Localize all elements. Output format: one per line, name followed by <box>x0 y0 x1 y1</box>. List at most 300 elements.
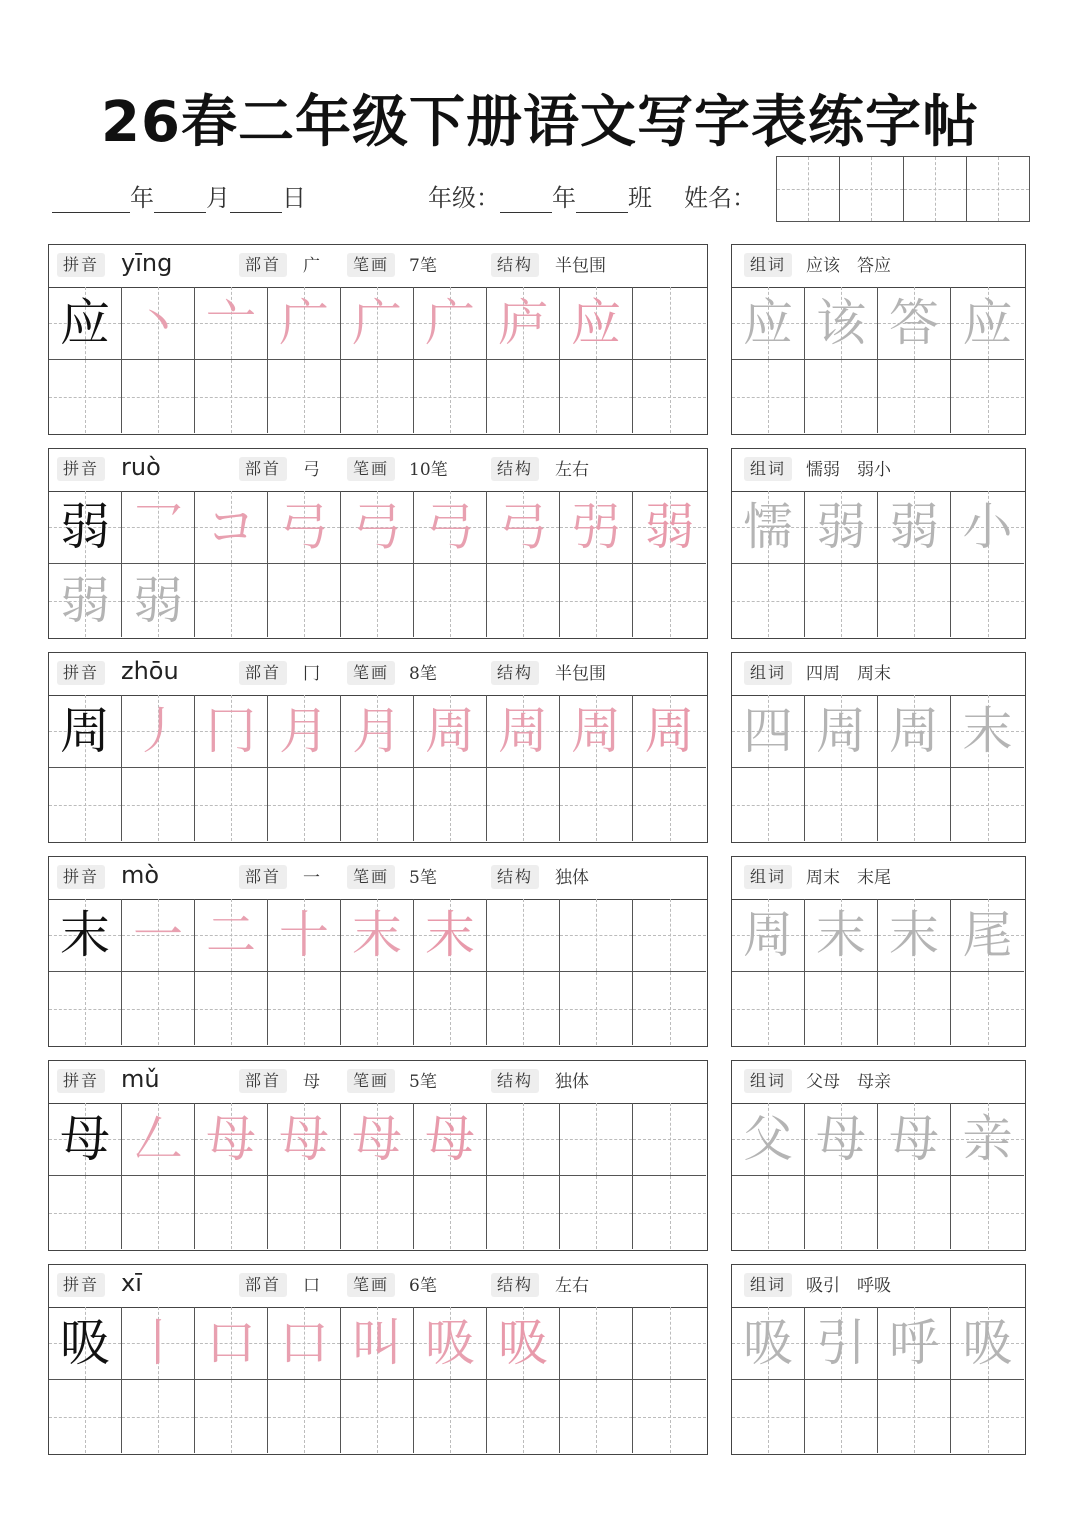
word-cell[interactable] <box>951 1380 1024 1453</box>
structure-value: 半包围 <box>555 256 606 276</box>
practice-cell[interactable] <box>341 491 414 564</box>
practice-cell[interactable] <box>195 695 268 768</box>
word-cell[interactable] <box>878 1103 951 1176</box>
words-value: 父母 母亲 <box>806 1072 891 1092</box>
cell-char: 二 <box>206 906 256 964</box>
char-grid <box>49 1307 706 1453</box>
word-cell[interactable] <box>878 360 951 433</box>
structure-tag: 结构 <box>491 457 539 481</box>
practice-cell[interactable] <box>560 899 633 972</box>
practice-cell[interactable] <box>122 1380 195 1453</box>
practice-cell[interactable] <box>49 899 122 972</box>
practice-cell[interactable] <box>122 695 195 768</box>
pinyin-tag: 拼音 <box>57 253 105 277</box>
practice-cell[interactable] <box>414 1176 487 1249</box>
word-cell[interactable] <box>878 1380 951 1453</box>
strokes-value: 6笔 <box>409 1276 437 1296</box>
practice-cell[interactable] <box>195 1380 268 1453</box>
words-tag: 组词 <box>744 661 792 685</box>
practice-cell[interactable] <box>268 491 341 564</box>
practice-cell[interactable] <box>268 360 341 433</box>
cell-char: 𠃋 <box>133 1110 183 1168</box>
structure-tag: 结构 <box>491 1069 539 1093</box>
practice-cell[interactable] <box>341 768 414 841</box>
word-panel-1 <box>731 448 1026 639</box>
practice-cell[interactable] <box>268 564 341 637</box>
cell-char: 末 <box>816 906 866 964</box>
pinyin-tag: 拼音 <box>57 661 105 685</box>
grade-label: 年级： <box>428 184 500 212</box>
practice-cell[interactable] <box>560 695 633 768</box>
word-cell[interactable] <box>732 768 805 841</box>
radical-value: 口 <box>303 1276 320 1296</box>
pinyin-value: yīng <box>121 249 173 277</box>
practice-cell[interactable] <box>122 899 195 972</box>
word-cell[interactable] <box>951 491 1024 564</box>
cell-char: 广 <box>425 294 475 352</box>
practice-cell[interactable] <box>268 768 341 841</box>
practice-cell[interactable] <box>49 491 122 564</box>
practice-cell[interactable] <box>560 287 633 360</box>
practice-cell[interactable] <box>633 899 706 972</box>
name-box-cell[interactable] <box>777 157 840 221</box>
practice-cell[interactable] <box>122 360 195 433</box>
practice-cell[interactable] <box>633 287 706 360</box>
month-label: 月 <box>206 184 230 212</box>
practice-cell[interactable] <box>341 972 414 1045</box>
practice-cell[interactable] <box>341 899 414 972</box>
word-cell[interactable] <box>805 972 878 1045</box>
day-blank[interactable] <box>230 186 282 213</box>
words-value: 吸引 呼吸 <box>806 1276 891 1296</box>
practice-cell[interactable] <box>414 287 487 360</box>
practice-cell[interactable] <box>633 972 706 1045</box>
word-cell[interactable] <box>732 1103 805 1176</box>
structure-value: 左右 <box>555 1276 589 1296</box>
strokes-value: 8笔 <box>409 664 437 684</box>
word-grid <box>732 287 1024 433</box>
cell-char: 吸 <box>498 1314 548 1372</box>
cell-char: 尾 <box>962 906 1013 964</box>
char-header <box>49 857 707 900</box>
practice-cell[interactable] <box>487 1380 560 1453</box>
cell-char: 周 <box>60 702 110 760</box>
strokes-value: 5笔 <box>409 868 437 888</box>
word-header <box>732 1265 1025 1308</box>
word-header <box>732 245 1025 288</box>
practice-cell[interactable] <box>414 564 487 637</box>
cell-char: 吸 <box>60 1314 110 1372</box>
practice-cell[interactable] <box>487 564 560 637</box>
words-value: 应该 答应 <box>806 256 891 276</box>
practice-cell[interactable] <box>49 287 122 360</box>
practice-cell[interactable] <box>633 1176 706 1249</box>
grade-year-blank[interactable] <box>500 186 552 213</box>
cell-char: 该 <box>816 294 866 352</box>
practice-cell[interactable] <box>195 972 268 1045</box>
word-cell[interactable] <box>951 1103 1024 1176</box>
practice-cell[interactable] <box>487 695 560 768</box>
cell-char: 弜 <box>571 498 621 556</box>
practice-cell[interactable] <box>560 564 633 637</box>
practice-cell[interactable] <box>633 1103 706 1176</box>
strokes-tag: 笔画 <box>347 1069 395 1093</box>
practice-cell[interactable] <box>268 695 341 768</box>
practice-cell[interactable] <box>414 360 487 433</box>
cell-char: 父 <box>743 1110 793 1168</box>
pinyin-value: mò <box>121 861 160 889</box>
cell-char: 丶 <box>133 294 183 352</box>
practice-cell[interactable] <box>341 1307 414 1380</box>
word-cell[interactable] <box>805 564 878 637</box>
word-cell[interactable] <box>805 287 878 360</box>
strokes-tag: 笔画 <box>347 253 395 277</box>
practice-cell[interactable] <box>49 1380 122 1453</box>
cell-char: 口 <box>279 1314 329 1372</box>
cell-char: 弱 <box>644 498 695 556</box>
word-cell[interactable] <box>805 1176 878 1249</box>
word-cell[interactable] <box>878 287 951 360</box>
practice-cell[interactable] <box>122 1307 195 1380</box>
words-tag: 组词 <box>744 457 792 481</box>
practice-cell[interactable] <box>268 1176 341 1249</box>
practice-cell[interactable] <box>487 972 560 1045</box>
practice-cell[interactable] <box>560 1307 633 1380</box>
practice-cell[interactable] <box>633 491 706 564</box>
month-blank[interactable] <box>154 186 206 213</box>
word-cell[interactable] <box>732 1176 805 1249</box>
pinyin-value: zhōu <box>121 657 179 685</box>
structure-tag: 结构 <box>491 661 539 685</box>
practice-cell[interactable] <box>341 695 414 768</box>
name-box-cell[interactable] <box>840 157 903 221</box>
cell-char: 周 <box>571 702 621 760</box>
radical-tag: 部首 <box>239 865 287 889</box>
char-header <box>49 1061 707 1104</box>
cell-char: コ <box>206 498 256 556</box>
practice-cell[interactable] <box>49 1103 122 1176</box>
word-cell[interactable] <box>951 287 1024 360</box>
cell-char: 吸 <box>962 1314 1013 1372</box>
word-cell[interactable] <box>805 1380 878 1453</box>
practice-cell[interactable] <box>560 1103 633 1176</box>
name-box-cell[interactable] <box>967 157 1029 221</box>
word-grid <box>732 695 1024 841</box>
word-cell[interactable] <box>805 899 878 972</box>
cell-char: 周 <box>743 906 793 964</box>
word-cell[interactable] <box>878 1307 951 1380</box>
cell-char: 弱 <box>889 498 939 556</box>
cell-char: 懦 <box>743 498 793 556</box>
word-cell[interactable] <box>732 360 805 433</box>
cell-char: 末 <box>352 906 402 964</box>
practice-cell[interactable] <box>414 899 487 972</box>
cell-char: 广 <box>279 294 329 352</box>
class-blank[interactable] <box>576 186 628 213</box>
practice-cell[interactable] <box>487 1176 560 1249</box>
practice-cell[interactable] <box>560 972 633 1045</box>
word-cell[interactable] <box>805 1307 878 1380</box>
practice-cell[interactable] <box>49 695 122 768</box>
name-box-cell[interactable] <box>904 157 967 221</box>
practice-cell[interactable] <box>414 972 487 1045</box>
cell-char: 母 <box>425 1110 475 1168</box>
strokes-value: 10笔 <box>409 460 448 480</box>
pinyin-tag: 拼音 <box>57 865 105 889</box>
structure-tag: 结构 <box>491 1273 539 1297</box>
page-title: 26春二年级下册语文写字表练字帖 <box>101 90 979 155</box>
word-grid <box>732 491 1024 637</box>
word-cell[interactable] <box>951 695 1024 768</box>
strokes-tag: 笔画 <box>347 865 395 889</box>
word-cell[interactable] <box>951 768 1024 841</box>
word-cell[interactable] <box>878 491 951 564</box>
practice-cell[interactable] <box>195 768 268 841</box>
radical-value: 冂 <box>303 664 320 684</box>
words-value: 四周 周末 <box>806 664 891 684</box>
practice-cell[interactable] <box>487 899 560 972</box>
word-cell[interactable] <box>732 972 805 1045</box>
cell-char: 答 <box>889 294 939 352</box>
practice-cell[interactable] <box>195 564 268 637</box>
pinyin-value: xī <box>121 1269 142 1297</box>
cell-char: 末 <box>889 906 939 964</box>
date-line <box>52 178 306 213</box>
cell-char: 月 <box>279 702 329 760</box>
radical-tag: 部首 <box>239 1273 287 1297</box>
practice-cell[interactable] <box>341 1176 414 1249</box>
practice-cell[interactable] <box>487 768 560 841</box>
structure-value: 独体 <box>555 1072 589 1092</box>
word-cell[interactable] <box>951 972 1024 1045</box>
practice-cell[interactable] <box>49 972 122 1045</box>
char-grid <box>49 899 706 1045</box>
word-cell[interactable] <box>805 695 878 768</box>
cell-char: 吸 <box>425 1314 475 1372</box>
practice-cell[interactable] <box>487 1103 560 1176</box>
practice-cell[interactable] <box>560 1176 633 1249</box>
practice-cell[interactable] <box>122 564 195 637</box>
practice-cell[interactable] <box>49 1176 122 1249</box>
practice-cell[interactable] <box>122 1103 195 1176</box>
practice-cell[interactable] <box>487 1307 560 1380</box>
practice-cell[interactable] <box>560 1380 633 1453</box>
words-value: 懦弱 弱小 <box>806 460 891 480</box>
practice-cell[interactable] <box>268 1103 341 1176</box>
word-cell[interactable] <box>878 972 951 1045</box>
practice-cell[interactable] <box>122 768 195 841</box>
word-grid <box>732 899 1024 1045</box>
practice-cell[interactable] <box>341 1380 414 1453</box>
cell-char: 亲 <box>962 1110 1013 1168</box>
radical-value: 一 <box>303 868 320 888</box>
practice-cell[interactable] <box>341 360 414 433</box>
word-grid <box>732 1103 1024 1249</box>
cell-char: 末 <box>60 906 110 964</box>
radical-tag: 部首 <box>239 661 287 685</box>
practice-cell[interactable] <box>341 1103 414 1176</box>
strokes-tag: 笔画 <box>347 1273 395 1297</box>
practice-cell[interactable] <box>268 1307 341 1380</box>
word-cell[interactable] <box>878 768 951 841</box>
cell-char: 母 <box>889 1110 939 1168</box>
char-panel-1 <box>48 448 708 639</box>
char-panel-0 <box>48 244 708 435</box>
practice-cell[interactable] <box>268 1380 341 1453</box>
pinyin-tag: 拼音 <box>57 457 105 481</box>
year-blank[interactable] <box>52 186 130 213</box>
practice-cell[interactable] <box>487 491 560 564</box>
char-grid <box>49 287 706 433</box>
word-cell[interactable] <box>732 899 805 972</box>
word-header <box>732 449 1025 492</box>
cell-char: 小 <box>962 498 1013 556</box>
practice-cell[interactable] <box>414 491 487 564</box>
cell-char: 广 <box>352 294 402 352</box>
word-cell[interactable] <box>732 564 805 637</box>
strokes-value: 5笔 <box>409 1072 437 1092</box>
word-cell[interactable] <box>732 695 805 768</box>
practice-cell[interactable] <box>341 287 414 360</box>
word-cell[interactable] <box>805 491 878 564</box>
practice-cell[interactable] <box>195 360 268 433</box>
cell-char: 口 <box>206 1314 256 1372</box>
word-cell[interactable] <box>805 768 878 841</box>
cell-char: 周 <box>816 702 866 760</box>
practice-cell[interactable] <box>195 899 268 972</box>
char-panel-3 <box>48 856 708 1047</box>
year-label: 年 <box>130 184 154 212</box>
practice-cell[interactable] <box>122 1176 195 1249</box>
practice-cell[interactable] <box>122 287 195 360</box>
practice-cell[interactable] <box>49 1307 122 1380</box>
structure-value: 独体 <box>555 868 589 888</box>
practice-cell[interactable] <box>414 768 487 841</box>
practice-cell[interactable] <box>633 564 706 637</box>
practice-cell[interactable] <box>268 899 341 972</box>
practice-cell[interactable] <box>560 768 633 841</box>
pinyin-tag: 拼音 <box>57 1069 105 1093</box>
cell-char: 弱 <box>60 571 110 630</box>
word-panel-3 <box>731 856 1026 1047</box>
word-panel-2 <box>731 652 1026 843</box>
practice-cell[interactable] <box>633 768 706 841</box>
cell-char: 母 <box>279 1110 329 1168</box>
practice-cell[interactable] <box>414 1380 487 1453</box>
practice-cell[interactable] <box>195 287 268 360</box>
practice-cell[interactable] <box>195 1103 268 1176</box>
char-grid <box>49 491 706 637</box>
word-cell[interactable] <box>732 287 805 360</box>
cell-char: 叫 <box>352 1314 402 1372</box>
cell-char: 吸 <box>743 1314 793 1372</box>
practice-cell[interactable] <box>268 287 341 360</box>
practice-cell[interactable] <box>195 1307 268 1380</box>
word-cell[interactable] <box>732 491 805 564</box>
words-tag: 组词 <box>744 865 792 889</box>
cell-char: 弓 <box>498 498 548 556</box>
grade-year-label: 年 <box>552 184 576 212</box>
day-label: 日 <box>282 184 306 212</box>
practice-cell[interactable] <box>195 491 268 564</box>
practice-cell[interactable] <box>341 564 414 637</box>
cell-char: 应 <box>962 294 1013 352</box>
practice-cell[interactable] <box>487 287 560 360</box>
word-cell[interactable] <box>805 360 878 433</box>
structure-tag: 结构 <box>491 865 539 889</box>
char-header <box>49 245 707 288</box>
practice-cell[interactable] <box>268 972 341 1045</box>
words-tag: 组词 <box>744 1069 792 1093</box>
cell-char: 母 <box>352 1110 402 1168</box>
class-label: 班 <box>628 184 652 212</box>
practice-cell[interactable] <box>414 695 487 768</box>
word-cell[interactable] <box>878 564 951 637</box>
word-panel-0 <box>731 244 1026 435</box>
practice-cell[interactable] <box>633 695 706 768</box>
practice-cell[interactable] <box>49 564 122 637</box>
practice-cell[interactable] <box>560 360 633 433</box>
word-cell[interactable] <box>951 360 1024 433</box>
practice-cell[interactable] <box>122 972 195 1045</box>
word-cell[interactable] <box>878 899 951 972</box>
words-tag: 组词 <box>744 253 792 277</box>
word-cell[interactable] <box>878 695 951 768</box>
word-cell[interactable] <box>951 1176 1024 1249</box>
cell-char: 周 <box>644 702 695 760</box>
cell-char: 母 <box>206 1110 256 1168</box>
practice-cell[interactable] <box>49 768 122 841</box>
practice-cell[interactable] <box>195 1176 268 1249</box>
structure-value: 左右 <box>555 460 589 480</box>
radical-tag: 部首 <box>239 1069 287 1093</box>
char-panel-2 <box>48 652 708 843</box>
word-cell[interactable] <box>951 564 1024 637</box>
word-cell[interactable] <box>732 1380 805 1453</box>
words-tag: 组词 <box>744 1273 792 1297</box>
cell-char: 弓 <box>352 498 402 556</box>
practice-cell[interactable] <box>560 491 633 564</box>
cell-char: 四 <box>743 702 793 760</box>
practice-cell[interactable] <box>633 1307 706 1380</box>
word-cell[interactable] <box>878 1176 951 1249</box>
practice-cell[interactable] <box>49 360 122 433</box>
word-grid <box>732 1307 1024 1453</box>
cell-char: 弱 <box>816 498 866 556</box>
radical-tag: 部首 <box>239 457 287 481</box>
cell-char: 应 <box>60 294 110 352</box>
cell-char: 弱 <box>133 571 183 630</box>
strokes-tag: 笔画 <box>347 661 395 685</box>
cell-char: 弓 <box>425 498 475 556</box>
practice-cell[interactable] <box>633 360 706 433</box>
pinyin-value: mǔ <box>121 1065 160 1093</box>
practice-cell[interactable] <box>487 360 560 433</box>
practice-cell[interactable] <box>414 1307 487 1380</box>
word-cell[interactable] <box>951 1307 1024 1380</box>
practice-cell[interactable] <box>414 1103 487 1176</box>
practice-cell[interactable] <box>122 491 195 564</box>
name-boxes[interactable] <box>776 156 1030 222</box>
word-cell[interactable] <box>951 899 1024 972</box>
word-cell[interactable] <box>732 1307 805 1380</box>
cell-char: 末 <box>425 906 475 964</box>
word-cell[interactable] <box>805 1103 878 1176</box>
strokes-value: 7笔 <box>409 256 437 276</box>
practice-cell[interactable] <box>633 1380 706 1453</box>
cell-char: 呼 <box>889 1314 939 1372</box>
cell-char: 周 <box>425 702 475 760</box>
